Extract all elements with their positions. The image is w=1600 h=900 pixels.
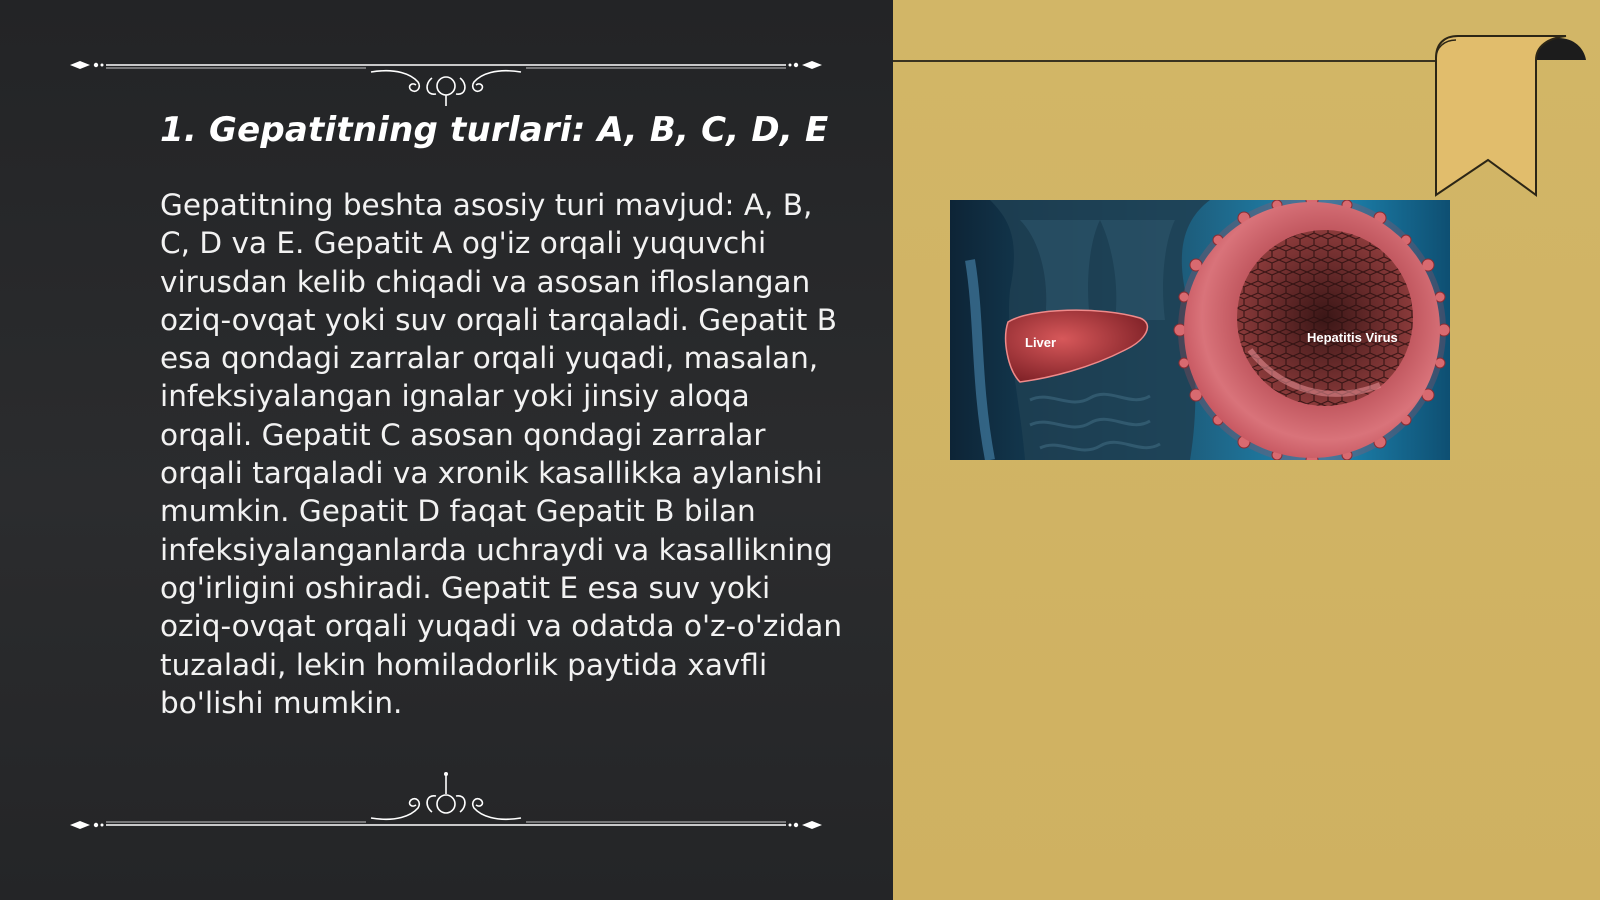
virus-label: Hepatitis Virus	[1307, 330, 1398, 345]
top-ornament-divider	[66, 48, 826, 108]
slide-body-text: Gepatitning beshta asosiy turi mavjud: A, B, C, D va E. Gepatit A og'iz orqali yuquvchi virusdan kelib chiqadi va asosan ifloslangan oziq-ovqat yoki suv orqali tarqaladi. Gepatit B esa qondagi zarralar orqali yuqadi, masalan, infeksiyalangan ignalar yoki jinsiy aloqa orqali. Gepatit C asosan qondagi zarralar orqali tarqaladi va xronik kasallikka aylanishi mumkin. Gepatit D faqat Gepatit B bilan infeksiyalanganlarda uchraydi va kasallikning og'irligini oshiradi. Gepatit E esa suv yoki oziq-ovqat orqali yuqadi va odatda o'z-o'zidan tuzaladi, lekin homiladorlik paytida xavfli bo'lishi mumkin.	[160, 188, 843, 720]
bottom-ornament-divider	[66, 772, 826, 832]
slide-title: 1. Gepatitning turlari: A, B, C, D, E	[160, 110, 829, 150]
bookmark-ribbon-icon	[1428, 30, 1598, 205]
liver-label: Liver	[1025, 335, 1057, 350]
hepatitis-virus-illustration	[950, 200, 1450, 460]
header-rule	[893, 60, 1438, 62]
